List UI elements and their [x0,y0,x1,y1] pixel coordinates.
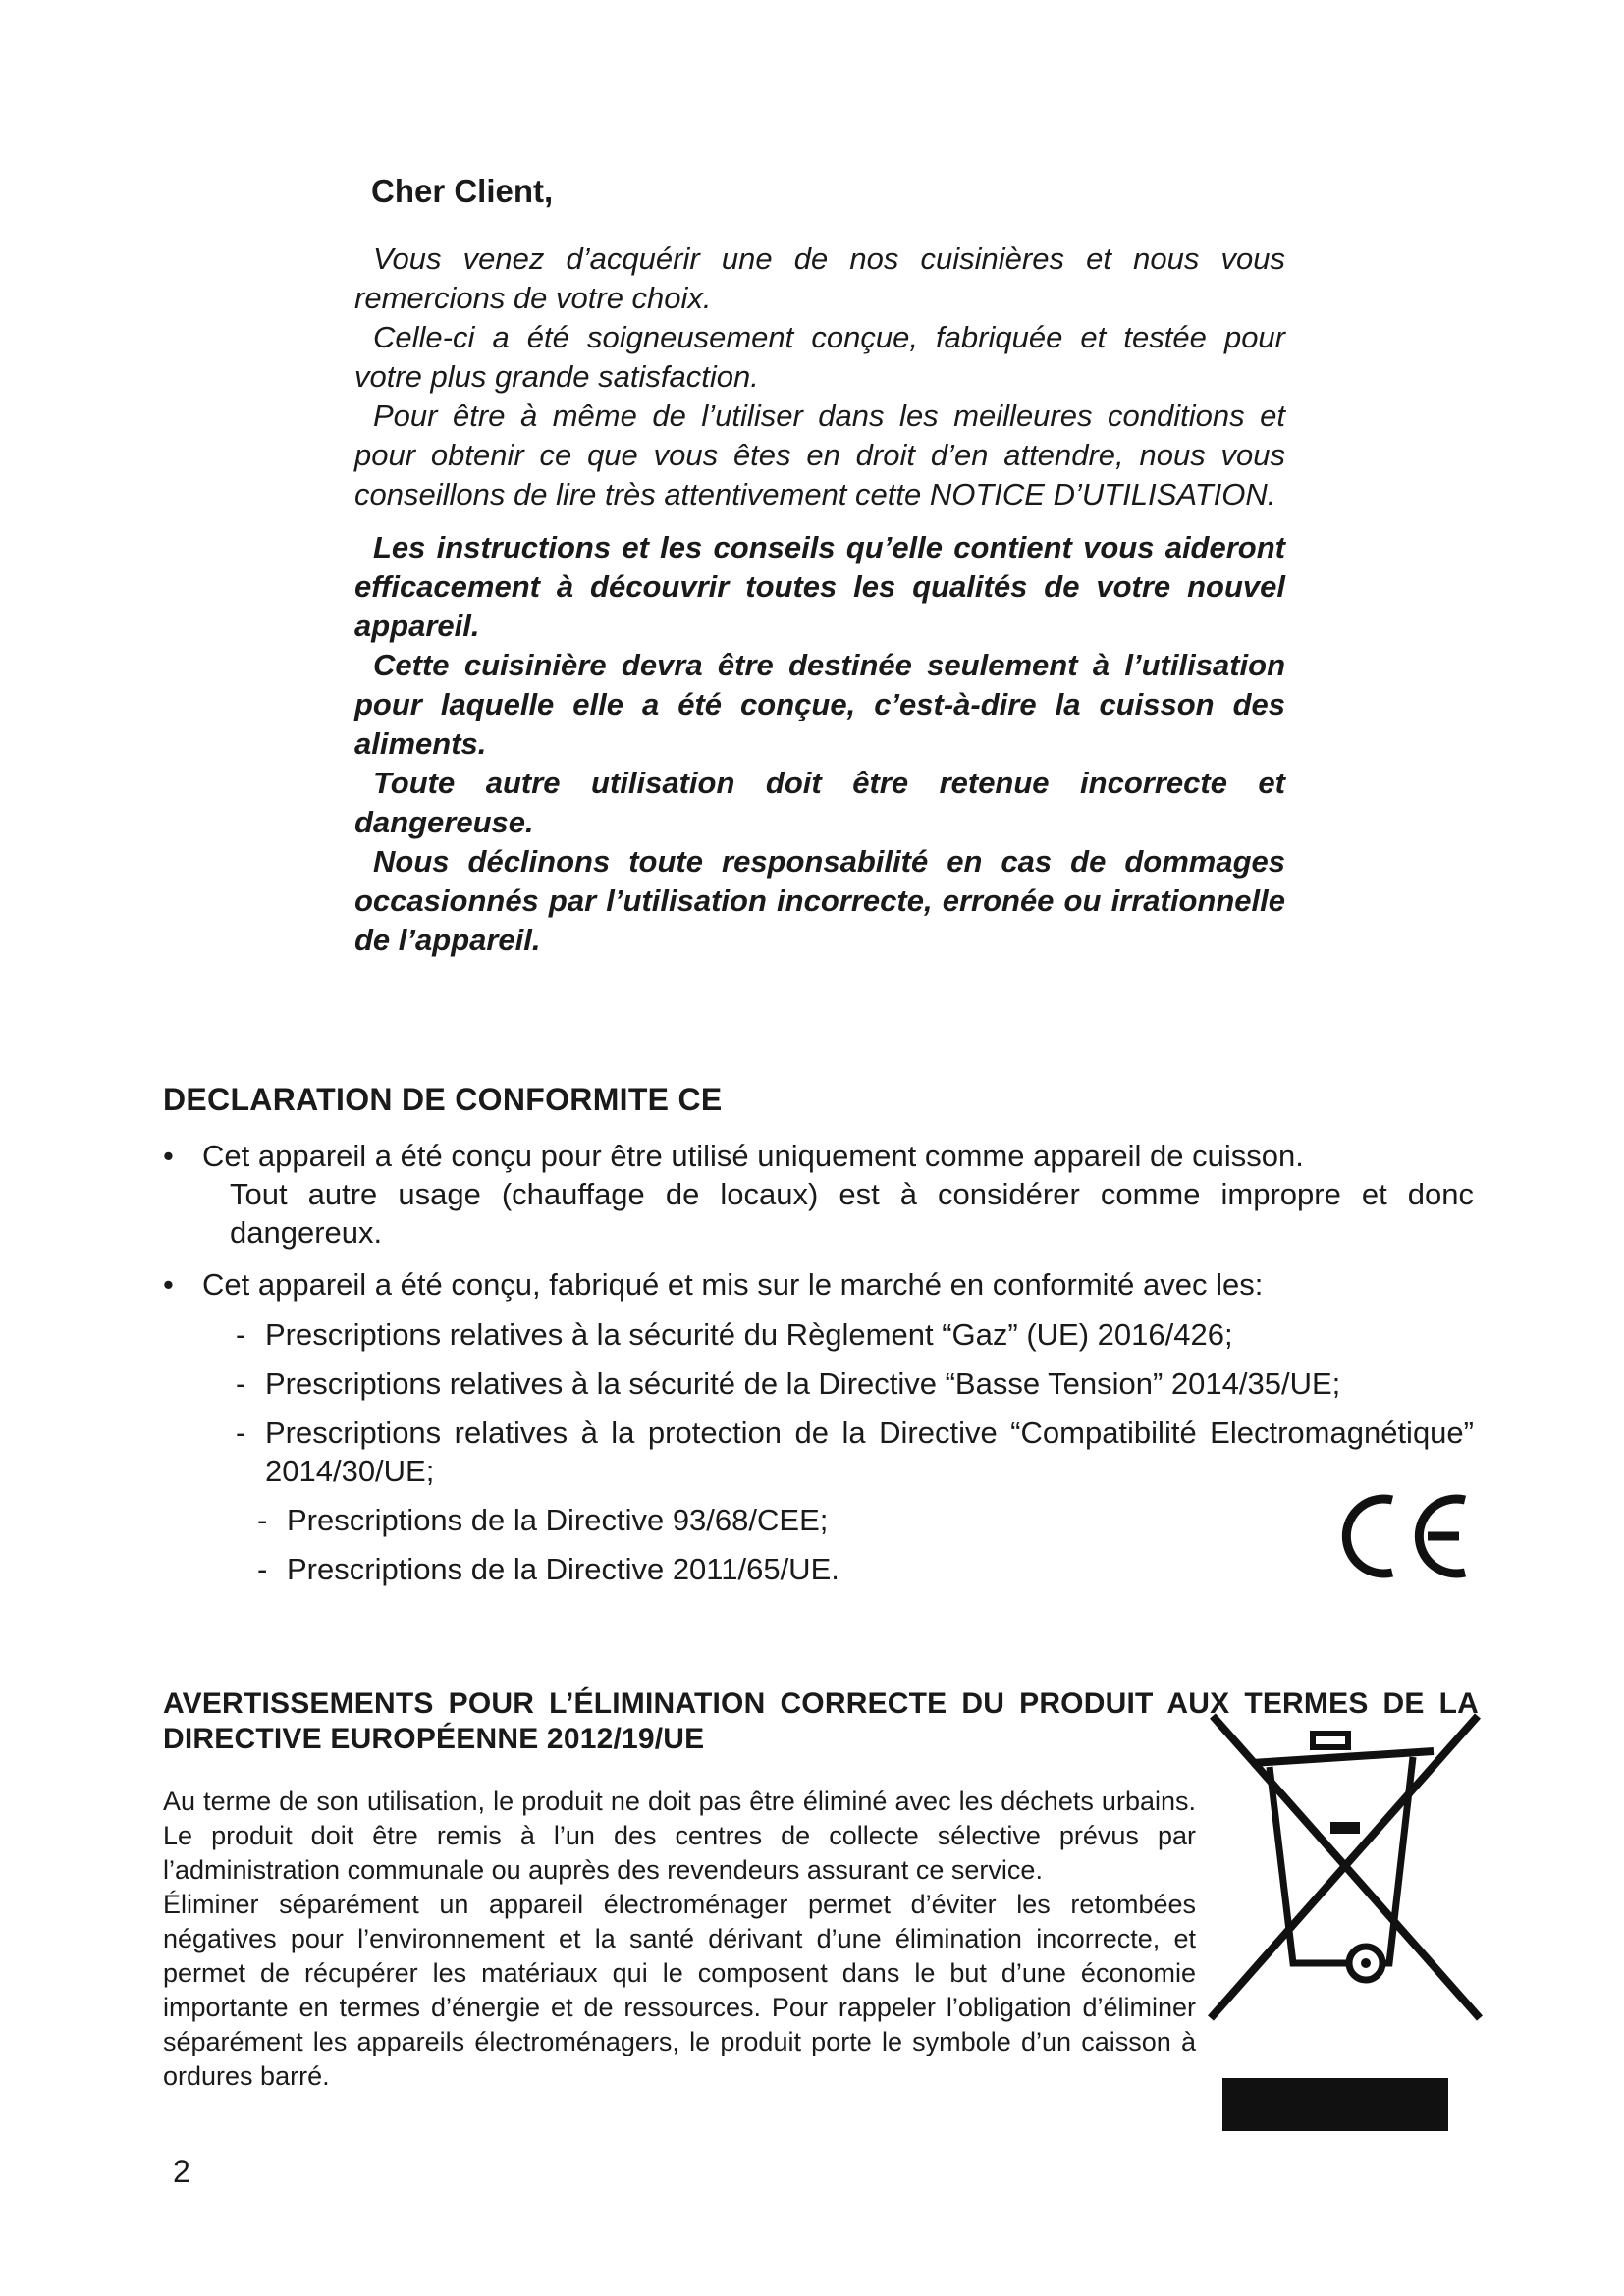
list-item-text: Prescriptions relatives à la sécurité du Règlement “Gaz” (UE) 2016/426; [265,1317,1233,1352]
list-item [257,1501,1288,1539]
list-item [236,1315,1474,1354]
bullet-text: Cet appareil a été conçu, fabriqué et mis sur le marché en conformité avec les: [202,1267,1264,1302]
directive-list [257,1501,1288,1588]
intro-paragraph: Vous venez d’acquérir une de nos cuisinières et nous vous remercions de votre choix. [354,241,1285,315]
dash-icon: - [236,1366,246,1401]
dash-icon: - [236,1317,246,1352]
weee-text [163,1785,1196,2094]
bullet-icon: • [163,1267,174,1302]
greeting-heading: Cher Client, [371,173,554,209]
list-item-text: Prescriptions relatives à la protection de la Directive “Compatibilité Electromagnétique” 2014/30/UE; [265,1415,1474,1488]
list-item-text: Prescriptions relatives à la sécurité de la Directive “Basse Tension” 2014/35/UE; [265,1366,1341,1401]
black-bar [1222,2078,1448,2131]
dash-icon: - [257,1552,268,1586]
list-item-text: Prescriptions de la Directive 93/68/CEE; [287,1503,829,1537]
declaration-section [163,1137,1474,1599]
weee-paragraph: Éliminer séparément un appareil électroménager permet d’éviter les retombées négatives pour l’environnement et la santé dérivant d’une élimination incorrecte, et permet de récupérer les matériaux qui le composent dans le but d’une économie importante en termes d’énergie et de ressources. Pour rappeler l’obligation d’éliminer séparément les appareils électroménagers, le produit porte le symbole d’un caisson à ordures barré. [163,1890,1196,2091]
declaration-bullet [163,1137,1474,1175]
intro-paragraph: Pour être à même de l’utiliser dans les meilleures conditions et pour obtenir ce que vous êtes en droit d’en attendre, nous vous conseillons de lire très attentivement cette NOTICE D’UTILISATION. [354,399,1285,511]
crossed-bin-icon [1193,1706,1488,2025]
usage-paragraph: Cette cuisinière devra être destinée seulement à l’utilisation pour laquelle elle a été conçue, c’est-à-dire la cuisson des aliments. [354,648,1285,761]
bullet-continuation: Tout autre usage (chauffage de locaux) est à considérer comme impropre et donc dangereux. [230,1177,1474,1250]
page-number: 2 [173,2154,190,2189]
warning-paragraph: Toute autre utilisation doit être retenue incorrecte et dangereuse. [354,766,1285,839]
intro-text [354,240,1285,960]
dash-icon: - [257,1503,268,1537]
intro-paragraph: Celle-ci a été soigneusement conçue, fabriquée et testée pour votre plus grande satisfaction. [354,320,1285,394]
list-item-text: Prescriptions de la Directive 2011/65/UE. [287,1552,839,1586]
list-item [257,1550,1288,1588]
instructions-paragraph: Les instructions et les conseils qu’elle contient vous aideront efficacement à découvrir toutes les qualités de votre nouvel appareil. [354,530,1285,643]
directive-list [236,1315,1474,1490]
weee-paragraph: Au terme de son utilisation, le produit ne doit pas être éliminé avec les déchets urbains. Le produit doit être remis à l’un des centres de collecte sélective prévus par l’administration communale ou auprès des revendeurs assurant ce service. [163,1787,1196,1885]
list-item [236,1414,1474,1490]
bullet-icon: • [163,1139,174,1173]
declaration-heading: DECLARATION DE CONFORMITE CE [163,1082,723,1117]
bullet-text: Cet appareil a été conçu pour être utilisé uniquement comme appareil de cuisson. [202,1139,1304,1173]
weee-heading: AVERTISSEMENTS POUR L’ÉLIMINATION CORRECTE DU PRODUIT AUX TERMES DE LA DIRECTIVE EUROPÉENNE 2012/19/UE [163,1687,1479,1755]
declaration-bullet [163,1265,1474,1304]
list-item [236,1364,1474,1403]
liability-paragraph: Nous déclinons toute responsabilité en cas de dommages occasionnés par l’utilisation incorrecte, erronée ou irrationnelle de l’appareil. [354,844,1285,957]
ce-mark-icon [1331,1490,1474,1582]
dash-icon: - [236,1415,246,1450]
